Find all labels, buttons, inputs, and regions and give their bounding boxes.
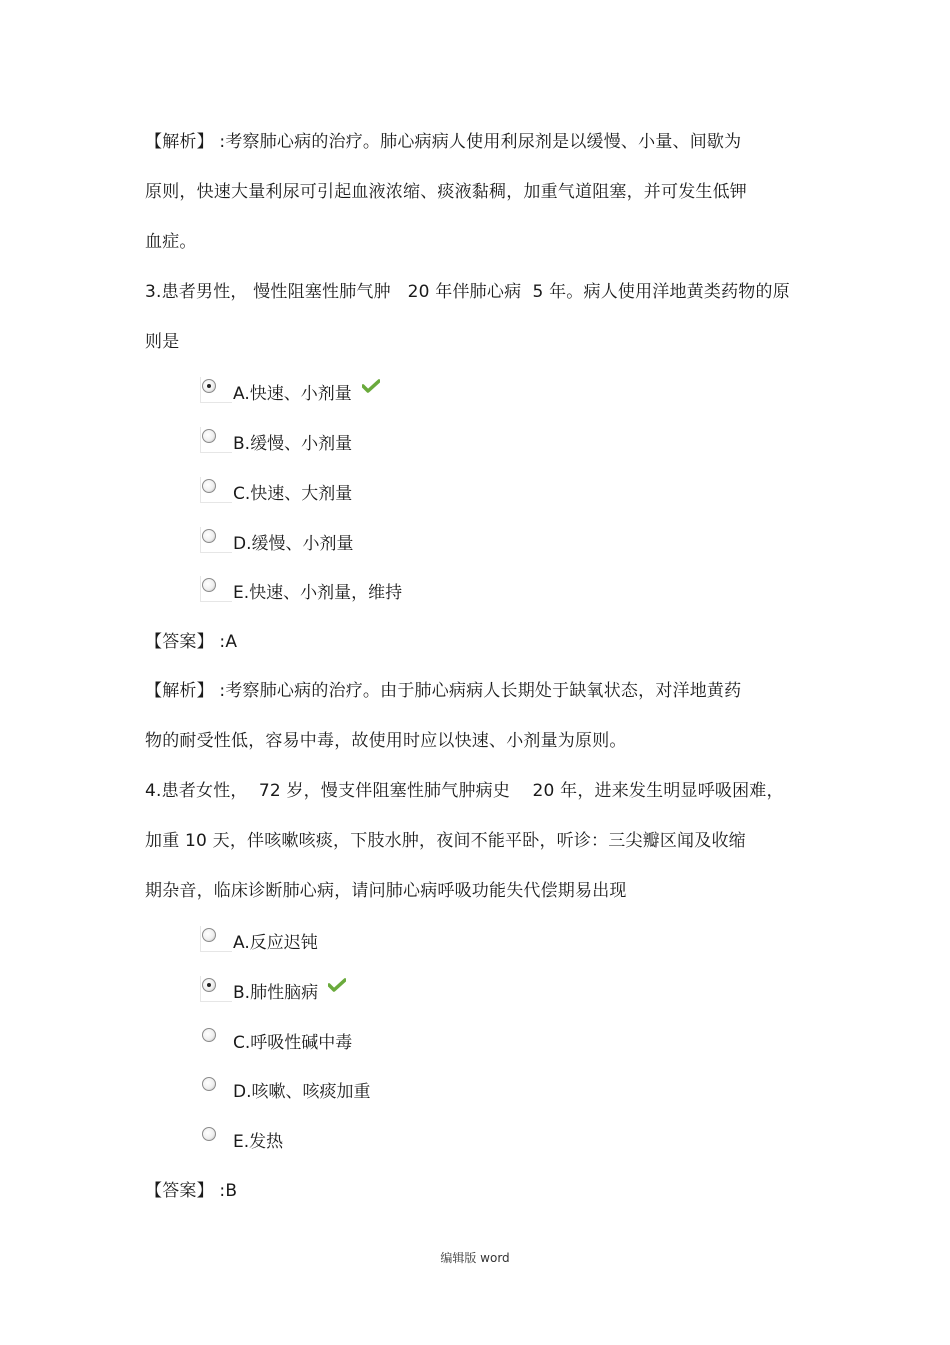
radio-button[interactable] <box>202 578 216 592</box>
q3-option-a[interactable] <box>200 377 352 404</box>
option-label: B.肺性脑病 <box>233 982 346 1004</box>
radio-button[interactable] <box>202 429 216 443</box>
q4-option-c[interactable] <box>200 1026 353 1053</box>
option-label: A.反应迟钝 <box>233 933 318 953</box>
q4-option-e[interactable] <box>200 1125 284 1152</box>
question-3-text-a: 3.患者男性， 慢性阻塞性肺气肿 20 年伴肺心病 5 年。病人使用洋地黄类药物的原 <box>145 282 790 302</box>
q4-option-d[interactable] <box>200 1075 371 1102</box>
checkmark-icon <box>328 976 346 998</box>
question-4-text-a: 4.患者女性， 72 岁，慢支伴阻塞性肺气肿病史 20 年，进来发生明显呼吸困难， <box>145 781 784 801</box>
radio-button-checked[interactable] <box>202 978 216 992</box>
question-3-text-b: 则是 <box>145 332 180 352</box>
answer-3: 【答案】 :A <box>145 632 238 652</box>
radio-button[interactable] <box>202 1127 216 1141</box>
radio-button[interactable] <box>202 479 216 493</box>
radio-button-checked[interactable] <box>202 379 216 393</box>
option-label: C.呼吸性碱中毒 <box>233 1033 353 1053</box>
explanation-3-b: 物的耐受性低，容易中毒，故使用时应以快速、小剂量为原则。 <box>145 731 627 751</box>
q3-option-e[interactable] <box>200 576 403 603</box>
q3-option-d[interactable] <box>200 527 354 554</box>
question-4-text-b: 加重 10 天，伴咳嗽咳痰，下肢水肿，夜间不能平卧，听诊：三尖瓣区闻及收缩 <box>145 831 746 851</box>
line-explanation-2-c: 血症。 <box>145 232 197 252</box>
page-footer: 编辑版 word <box>440 1251 510 1265</box>
line-explanation-2-b: 原则，快速大量利尿可引起血液浓缩、痰液黏稠，加重气道阻塞，并可发生低钾 <box>145 182 747 202</box>
radio-button[interactable] <box>202 1028 216 1042</box>
option-label: D.咳嗽、咳痰加重 <box>233 1082 371 1102</box>
explanation-3-a: 【解析】 :考察肺心病的治疗。由于肺心病病人长期处于缺氧状态，对洋地黄药 <box>145 681 742 701</box>
option-label: A.快速、小剂量 <box>233 383 380 405</box>
question-4-text-c: 期杂音，临床诊断肺心病，请问肺心病呼吸功能失代偿期易出现 <box>145 881 627 901</box>
checkmark-icon <box>362 377 380 399</box>
radio-button[interactable] <box>202 529 216 543</box>
q4-option-b[interactable] <box>200 976 319 1003</box>
option-label: E.发热 <box>233 1132 284 1152</box>
radio-button[interactable] <box>202 1077 216 1091</box>
radio-button[interactable] <box>202 928 216 942</box>
q3-option-c[interactable] <box>200 477 353 504</box>
option-label: E.快速、小剂量，维持 <box>233 583 403 603</box>
answer-4: 【答案】 :B <box>145 1181 238 1201</box>
option-label: B.缓慢、小剂量 <box>233 434 353 454</box>
option-label: D.缓慢、小剂量 <box>233 534 354 554</box>
q3-option-b[interactable] <box>200 427 353 454</box>
q4-option-a[interactable] <box>200 926 318 953</box>
line-explanation-2-a: 【解析】 :考察肺心病的治疗。肺心病病人使用利尿剂是以缓慢、小量、间歇为 <box>145 132 742 152</box>
option-label: C.快速、大剂量 <box>233 484 353 504</box>
